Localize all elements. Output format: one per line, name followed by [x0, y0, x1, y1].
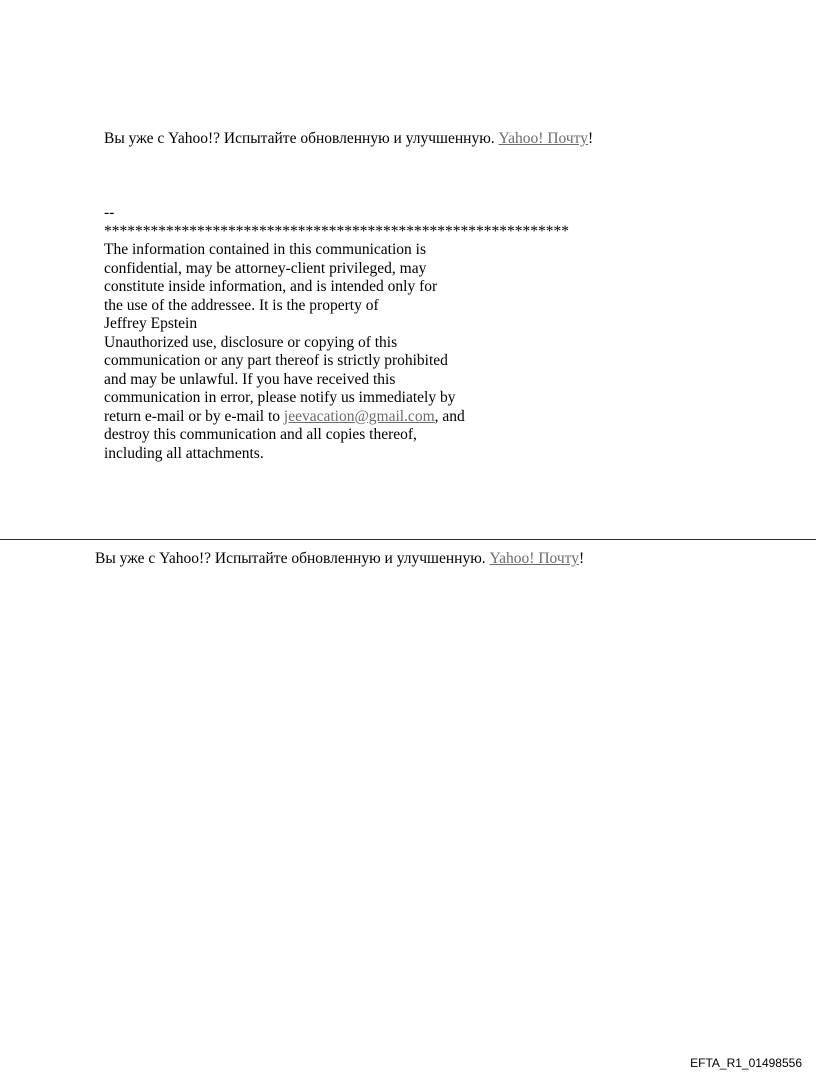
disclaimer-line: confidential, may be attorney-client privileged, may: [104, 259, 427, 277]
disclaimer-line: destroy this communication and all copies thereof,: [104, 426, 417, 443]
promo-suffix: !: [588, 130, 594, 147]
horizontal-divider: [0, 539, 816, 540]
disclaimer-line: Unauthorized use, disclosure or copying of this: [104, 333, 398, 351]
signature-stars: ************************************************************: [104, 222, 569, 240]
email-signature-disclaimer: [104, 204, 569, 463]
signature-separator: --: [104, 204, 115, 221]
promo-text: Вы уже с Yahoo!? Испытайте обновленную и улучшенную.: [95, 550, 490, 567]
yahoo-promo-top: [104, 130, 593, 148]
email-link[interactable]: jeevacation@gmail.com: [283, 407, 435, 425]
yahoo-mail-link[interactable]: Yahoo! Почту: [498, 130, 588, 147]
disclaimer-line: communication or any part thereof is strictly prohibited: [104, 352, 448, 369]
disclaimer-line: including all attachments.: [104, 444, 264, 462]
disclaimer-line: Jeffrey Epstein: [104, 315, 198, 332]
promo-suffix: !: [579, 550, 585, 567]
disclaimer-line: The information contained in this communication is: [104, 241, 426, 258]
disclaimer-line: constitute inside information, and is intended only for: [104, 278, 438, 295]
disclaimer-email-line: [104, 408, 569, 427]
disclaimer-line: the use of the addressee. It is the property of: [104, 296, 379, 314]
email-line-suffix: , and: [434, 407, 465, 425]
yahoo-promo-bottom: [95, 550, 584, 568]
promo-text: Вы уже с Yahoo!? Испытайте обновленную и улучшенную.: [104, 130, 499, 147]
disclaimer-line: and may be unlawful. If you have received this: [104, 370, 396, 388]
email-line-prefix: return e-mail or by e-mail to: [104, 407, 284, 425]
yahoo-mail-link[interactable]: Yahoo! Почту: [489, 550, 579, 567]
disclaimer-line: communication in error, please notify us immediately by: [104, 389, 456, 406]
document-id: EFTA_R1_01498556: [690, 1056, 802, 1070]
